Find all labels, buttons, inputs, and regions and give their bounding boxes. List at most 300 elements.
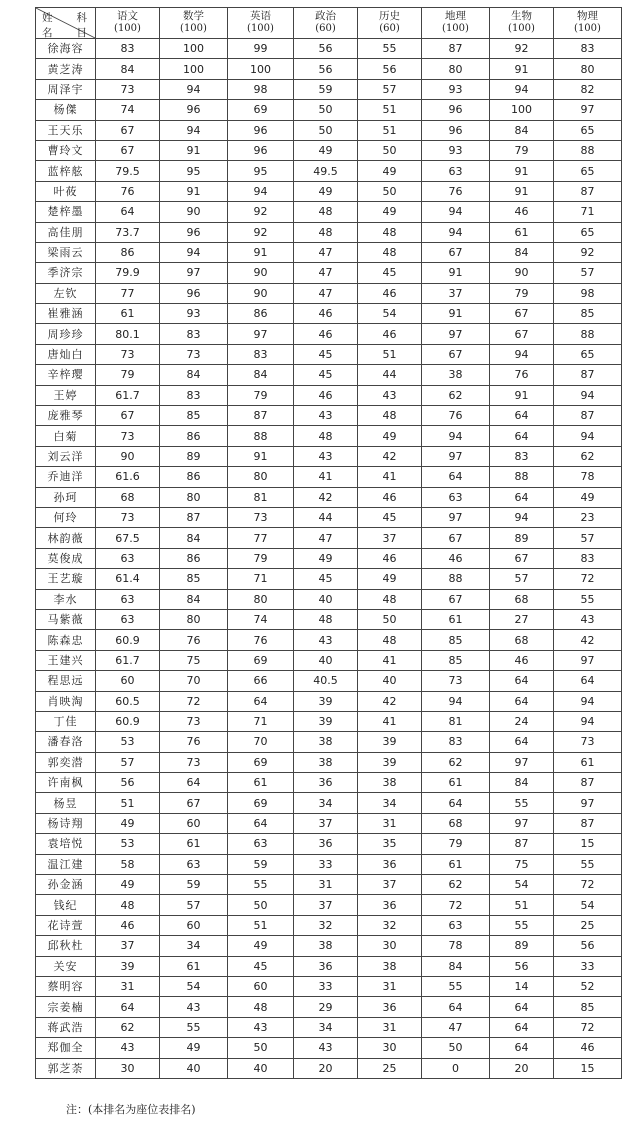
score-cell: 83: [422, 732, 490, 752]
score-cell: 50: [228, 1038, 294, 1058]
score-cell: 53: [96, 834, 160, 854]
score-cell: 43: [228, 1017, 294, 1037]
student-name-cell: 崔雅涵: [36, 304, 96, 324]
score-cell: 50: [294, 100, 358, 120]
score-cell: 46: [490, 650, 554, 670]
table-row: [36, 691, 622, 711]
table-row: [36, 365, 622, 385]
score-cell: 49: [294, 181, 358, 201]
score-cell: 46: [554, 1038, 622, 1058]
score-cell: 47: [294, 283, 358, 303]
score-cell: 64: [490, 732, 554, 752]
score-cell: 96: [422, 100, 490, 120]
score-cell: 80.1: [96, 324, 160, 344]
score-cell: 57: [490, 569, 554, 589]
score-cell: 81: [422, 711, 490, 731]
student-name-cell: 王建兴: [36, 650, 96, 670]
student-name-cell: 季济宗: [36, 263, 96, 283]
score-cell: 90: [228, 283, 294, 303]
score-cell: 91: [228, 242, 294, 262]
score-cell: 47: [294, 263, 358, 283]
score-cell: 43: [294, 1038, 358, 1058]
score-cell: 49: [358, 161, 422, 181]
score-cell: 46: [294, 385, 358, 405]
student-name-cell: 钱纪: [36, 895, 96, 915]
score-cell: 79: [490, 140, 554, 160]
score-cell: 23: [554, 507, 622, 527]
score-cell: 27: [490, 609, 554, 629]
score-cell: 45: [294, 569, 358, 589]
score-cell: 63: [160, 854, 228, 874]
score-cell: 61: [160, 834, 228, 854]
score-cell: 61: [490, 222, 554, 242]
score-cell: 45: [358, 263, 422, 283]
score-cell: 61.7: [96, 385, 160, 405]
score-cell: 63: [422, 161, 490, 181]
score-cell: 60: [96, 671, 160, 691]
table-row: [36, 467, 622, 487]
score-cell: 67: [490, 324, 554, 344]
score-cell: 48: [358, 589, 422, 609]
score-cell: 97: [228, 324, 294, 344]
score-cell: 94: [490, 344, 554, 364]
student-name-cell: 杨诗翔: [36, 813, 96, 833]
score-cell: 43: [294, 630, 358, 650]
score-cell: 91: [160, 181, 228, 201]
header-subject-chinese: [96, 8, 160, 39]
score-cell: 76: [422, 181, 490, 201]
student-name-cell: 王婷: [36, 385, 96, 405]
score-cell: 76: [96, 181, 160, 201]
student-name-cell: 庞雅琴: [36, 406, 96, 426]
score-cell: 73: [160, 344, 228, 364]
student-name-cell: 温江建: [36, 854, 96, 874]
score-cell: 67: [422, 528, 490, 548]
student-name-cell: 周珍珍: [36, 324, 96, 344]
score-cell: 82: [554, 79, 622, 99]
score-cell: 46: [294, 324, 358, 344]
score-cell: 78: [554, 467, 622, 487]
table-row: [36, 59, 622, 79]
score-cell: 50: [358, 140, 422, 160]
score-cell: 93: [160, 304, 228, 324]
score-cell: 62: [96, 1017, 160, 1037]
subject-name: 英语: [250, 10, 271, 23]
score-cell: 95: [160, 161, 228, 181]
student-name-cell: 徐海容: [36, 39, 96, 59]
score-cell: 77: [96, 283, 160, 303]
score-cell: 38: [358, 956, 422, 976]
table-row: [36, 528, 622, 548]
score-cell: 50: [422, 1038, 490, 1058]
subject-max: (100): [180, 23, 207, 35]
score-cell: 64: [96, 202, 160, 222]
score-cell: 77: [228, 528, 294, 548]
score-cell: 59: [160, 875, 228, 895]
score-cell: 48: [228, 997, 294, 1017]
score-cell: 96: [228, 120, 294, 140]
subject-name: 地理: [445, 10, 466, 23]
score-cell: 84: [490, 773, 554, 793]
subject-max: (60): [315, 23, 336, 35]
score-cell: 49: [358, 202, 422, 222]
score-cell: 61: [422, 854, 490, 874]
score-cell: 65: [554, 344, 622, 364]
table-row: [36, 834, 622, 854]
score-cell: 67: [422, 242, 490, 262]
score-cell: 49: [358, 569, 422, 589]
score-cell: 94: [228, 181, 294, 201]
score-cell: 70: [228, 732, 294, 752]
score-cell: 80: [160, 487, 228, 507]
score-cell: 73: [96, 426, 160, 446]
score-cell: 37: [294, 895, 358, 915]
score-cell: 31: [358, 976, 422, 996]
header-subject-physics: [554, 8, 622, 39]
student-name-cell: 唐灿白: [36, 344, 96, 364]
score-cell: 69: [228, 100, 294, 120]
score-cell: 64: [490, 406, 554, 426]
score-cell: 64: [490, 671, 554, 691]
score-cell: 97: [554, 650, 622, 670]
score-cell: 61: [96, 304, 160, 324]
student-name-cell: 丁佳: [36, 711, 96, 731]
table-row: [36, 100, 622, 120]
student-name-cell: 花诗萱: [36, 915, 96, 935]
student-name-cell: 曹玲文: [36, 140, 96, 160]
score-cell: 90: [160, 202, 228, 222]
score-cell: 64: [96, 997, 160, 1017]
score-cell: 64: [422, 793, 490, 813]
score-cell: 68: [422, 813, 490, 833]
table-row: [36, 895, 622, 915]
score-cell: 41: [294, 467, 358, 487]
score-cell: 79: [422, 834, 490, 854]
table-row: [36, 915, 622, 935]
score-cell: 50: [228, 895, 294, 915]
score-table-body: [36, 39, 622, 1079]
header-row: [36, 8, 622, 39]
subject-max: (60): [379, 23, 400, 35]
score-cell: 75: [160, 650, 228, 670]
score-cell: 73.7: [96, 222, 160, 242]
table-row: [36, 406, 622, 426]
score-cell: 83: [554, 39, 622, 59]
score-cell: 46: [422, 548, 490, 568]
score-cell: 49: [294, 548, 358, 568]
table-row: [36, 630, 622, 650]
header-subject-history: [358, 8, 422, 39]
score-cell: 84: [490, 242, 554, 262]
score-cell: 94: [422, 202, 490, 222]
student-name-cell: 王艺璇: [36, 569, 96, 589]
score-cell: 52: [554, 976, 622, 996]
score-cell: 62: [422, 752, 490, 772]
score-cell: 96: [422, 120, 490, 140]
score-cell: 68: [490, 630, 554, 650]
subject-name: 数学: [183, 10, 204, 23]
score-cell: 61: [160, 956, 228, 976]
student-name-cell: 蒋武浩: [36, 1017, 96, 1037]
score-cell: 57: [554, 263, 622, 283]
score-cell: 79.9: [96, 263, 160, 283]
score-cell: 43: [96, 1038, 160, 1058]
table-row: [36, 936, 622, 956]
student-name-cell: 宗姜楠: [36, 997, 96, 1017]
student-name-cell: 郭奕潜: [36, 752, 96, 772]
score-cell: 32: [294, 915, 358, 935]
score-cell: 31: [96, 976, 160, 996]
score-cell: 97: [422, 446, 490, 466]
score-cell: 84: [228, 365, 294, 385]
score-cell: 96: [160, 222, 228, 242]
score-cell: 61.4: [96, 569, 160, 589]
score-cell: 49: [96, 875, 160, 895]
score-cell: 67: [490, 548, 554, 568]
score-cell: 51: [358, 100, 422, 120]
score-cell: 95: [228, 161, 294, 181]
student-name-cell: 蔡明容: [36, 976, 96, 996]
score-cell: 84: [160, 589, 228, 609]
score-cell: 51: [358, 120, 422, 140]
score-cell: 74: [228, 609, 294, 629]
score-cell: 94: [160, 242, 228, 262]
score-cell: 83: [160, 324, 228, 344]
score-cell: 42: [358, 691, 422, 711]
score-cell: 92: [228, 202, 294, 222]
score-cell: 68: [490, 589, 554, 609]
score-cell: 47: [294, 242, 358, 262]
score-cell: 30: [358, 1038, 422, 1058]
score-cell: 81: [228, 487, 294, 507]
score-cell: 74: [96, 100, 160, 120]
subject-max: (100): [574, 23, 601, 35]
score-cell: 64: [490, 426, 554, 446]
score-cell: 45: [294, 344, 358, 364]
score-cell: 39: [294, 711, 358, 731]
score-cell: 54: [490, 875, 554, 895]
score-cell: 91: [228, 446, 294, 466]
score-cell: 57: [554, 528, 622, 548]
score-cell: 91: [160, 140, 228, 160]
score-cell: 48: [358, 406, 422, 426]
score-cell: 49: [554, 487, 622, 507]
student-name-cell: 梁雨云: [36, 242, 96, 262]
subject-name: 物理: [577, 10, 598, 23]
score-cell: 34: [160, 936, 228, 956]
student-name-cell: 白菊: [36, 426, 96, 446]
table-row: [36, 324, 622, 344]
score-cell: 40.5: [294, 671, 358, 691]
score-cell: 44: [358, 365, 422, 385]
student-name-cell: 郭芝荼: [36, 1058, 96, 1078]
score-cell: 43: [294, 406, 358, 426]
footnote: 注：(本排名为座位表排名): [66, 1103, 196, 1116]
score-cell: 37: [358, 875, 422, 895]
subject-name: 历史: [379, 10, 400, 23]
score-cell: 55: [554, 589, 622, 609]
score-cell: 49.5: [294, 161, 358, 181]
score-cell: 90: [490, 263, 554, 283]
score-cell: 94: [160, 120, 228, 140]
score-cell: 98: [228, 79, 294, 99]
score-cell: 46: [358, 324, 422, 344]
score-cell: 51: [228, 915, 294, 935]
score-cell: 67: [422, 344, 490, 364]
score-cell: 61: [422, 609, 490, 629]
score-cell: 48: [358, 222, 422, 242]
table-row: [36, 283, 622, 303]
score-cell: 60.9: [96, 711, 160, 731]
score-cell: 65: [554, 120, 622, 140]
score-cell: 97: [554, 793, 622, 813]
score-cell: 37: [422, 283, 490, 303]
score-cell: 91: [422, 263, 490, 283]
student-name-cell: 马紫薇: [36, 609, 96, 629]
score-cell: 64: [490, 997, 554, 1017]
table-row: [36, 997, 622, 1017]
score-cell: 34: [294, 793, 358, 813]
score-cell: 55: [554, 854, 622, 874]
score-cell: 42: [358, 446, 422, 466]
score-cell: 58: [96, 854, 160, 874]
table-row: [36, 773, 622, 793]
score-cell: 48: [294, 222, 358, 242]
score-cell: 72: [554, 875, 622, 895]
table-row: [36, 222, 622, 242]
score-cell: 97: [160, 263, 228, 283]
score-cell: 94: [554, 711, 622, 731]
score-cell: 40: [160, 1058, 228, 1078]
score-cell: 46: [358, 487, 422, 507]
score-cell: 56: [490, 956, 554, 976]
score-cell: 87: [554, 365, 622, 385]
score-cell: 48: [358, 630, 422, 650]
score-cell: 63: [96, 548, 160, 568]
score-cell: 37: [294, 813, 358, 833]
table-row: [36, 569, 622, 589]
subject-max: (100): [442, 23, 469, 35]
corner-label: 名: [42, 27, 53, 39]
table-row: [36, 875, 622, 895]
student-name-cell: 邱秋杜: [36, 936, 96, 956]
table-row: [36, 548, 622, 568]
score-cell: 71: [228, 569, 294, 589]
score-cell: 43: [160, 997, 228, 1017]
score-cell: 14: [490, 976, 554, 996]
score-cell: 83: [554, 548, 622, 568]
score-cell: 34: [358, 793, 422, 813]
score-cell: 42: [554, 630, 622, 650]
score-cell: 50: [294, 120, 358, 140]
score-cell: 88: [228, 426, 294, 446]
score-cell: 39: [294, 691, 358, 711]
score-cell: 97: [490, 813, 554, 833]
score-cell: 24: [490, 711, 554, 731]
score-cell: 36: [294, 956, 358, 976]
score-cell: 30: [96, 1058, 160, 1078]
header-corner-cell: [36, 8, 96, 39]
score-cell: 61.7: [96, 650, 160, 670]
score-cell: 46: [358, 283, 422, 303]
student-name-cell: 王天乐: [36, 120, 96, 140]
score-cell: 56: [294, 39, 358, 59]
score-cell: 47: [294, 528, 358, 548]
score-cell: 64: [160, 773, 228, 793]
score-cell: 39: [96, 956, 160, 976]
score-cell: 98: [554, 283, 622, 303]
score-cell: 88: [490, 467, 554, 487]
score-cell: 46: [490, 202, 554, 222]
score-cell: 43: [294, 446, 358, 466]
score-cell: 60.9: [96, 630, 160, 650]
student-name-cell: 肖映淘: [36, 691, 96, 711]
table-row: [36, 711, 622, 731]
score-cell: 73: [160, 711, 228, 731]
subject-name: 生物: [511, 10, 532, 23]
table-row: [36, 161, 622, 181]
score-cell: 76: [160, 732, 228, 752]
table-row: [36, 1038, 622, 1058]
score-cell: 92: [554, 242, 622, 262]
score-cell: 73: [228, 507, 294, 527]
score-cell: 67: [160, 793, 228, 813]
score-cell: 61: [422, 773, 490, 793]
score-cell: 94: [422, 691, 490, 711]
score-cell: 57: [358, 79, 422, 99]
score-cell: 86: [160, 467, 228, 487]
table-row: [36, 752, 622, 772]
score-cell: 64: [422, 467, 490, 487]
score-cell: 64: [490, 1038, 554, 1058]
score-cell: 63: [96, 609, 160, 629]
score-cell: 65: [554, 222, 622, 242]
score-cell: 86: [228, 304, 294, 324]
score-cell: 64: [228, 691, 294, 711]
header-subject-biology: [490, 8, 554, 39]
score-cell: 67: [96, 120, 160, 140]
score-cell: 46: [294, 304, 358, 324]
table-row: [36, 671, 622, 691]
score-cell: 87: [490, 834, 554, 854]
score-cell: 40: [294, 589, 358, 609]
score-cell: 51: [490, 895, 554, 915]
score-cell: 56: [358, 59, 422, 79]
score-cell: 72: [160, 691, 228, 711]
score-cell: 62: [422, 875, 490, 895]
score-cell: 87: [422, 39, 490, 59]
score-cell: 55: [490, 915, 554, 935]
score-cell: 88: [422, 569, 490, 589]
score-cell: 73: [554, 732, 622, 752]
score-cell: 51: [96, 793, 160, 813]
score-cell: 48: [294, 609, 358, 629]
score-cell: 89: [490, 528, 554, 548]
header-subject-politics: [294, 8, 358, 39]
score-cell: 67: [96, 140, 160, 160]
student-name-cell: 莫俊成: [36, 548, 96, 568]
score-cell: 84: [96, 59, 160, 79]
score-cell: 46: [358, 548, 422, 568]
score-cell: 25: [554, 915, 622, 935]
student-name-cell: 高佳朋: [36, 222, 96, 242]
score-cell: 60: [160, 813, 228, 833]
table-row: [36, 650, 622, 670]
score-cell: 87: [554, 773, 622, 793]
score-cell: 100: [228, 59, 294, 79]
score-cell: 56: [554, 936, 622, 956]
score-cell: 49: [228, 936, 294, 956]
